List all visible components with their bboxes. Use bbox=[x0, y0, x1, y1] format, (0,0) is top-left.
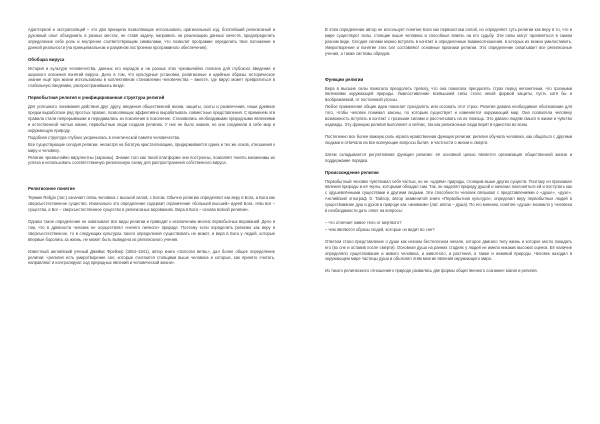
paragraph: Для успешного понимания действия друг другу, введения общественной жизни, защиты, охоты и развлечения, наши древние предки выработали ряд простых правил, позволяющих эффективно вырабатывать совместные представления. С временем эти правила стали непрерывными и передавались из поколения в поколение. Становились необходимыми природными явлениями и естественной частью жизни, первобытные люди создали религию. У них не было знания, но они соединили в себе мир и окружающую природу. bbox=[28, 104, 275, 133]
paragraph: История и культура человечества, данных его народов и на разных этах чрезвычайно полезна для глубокого введения и широкого освоения понятий вируса. Дело в том, что культурные установки, религиозные и идейные образы, историческое знание ещё при жизни использованы в коллективном становлении человечества – вместе, где вирус может превратиться в глобальную пандемию, распространившись везде. bbox=[28, 65, 275, 89]
section-heading: Происхождение религии bbox=[325, 169, 379, 175]
paragraph: Из такого религиозного отношения к природе развились две формы общественного сознания: магия и религия. bbox=[325, 268, 538, 274]
paragraph: Первобытный человек чувствовал себя частью, но не «царём» природы, стоящим выше других существ. Поэтому он признавал явления природы и её черты, которыми обладал сам. Так, он наделял природу душой и начинал поклоняться ей и поступать как с одушевлёнными существами и другими людьми. Эти способности человек связывал с представлениями о «душе», «духе». Английский этнограф Э. Тайлор, автор знаменитой книги «Первобытная культура», определил веру первобытных людей в существование душ и духов в природе как «анимизм» (лат. anima – душа). По его мнению, понятие «душа» возникло у человека в необходимости дать ответ на вопросы: bbox=[325, 178, 572, 214]
paragraph: Ответом стало представление о душе как некоем бестелесном начале, которое двигало телу жизнь и которое могло покидать его (во сне и оставив после смерти). Основная душа на ранних стадиях у людей не имела никаких высоких оценок. Её наличие определяло существование и живого человека, и животного, и растения, а также и неживой природы. Человек находил в окружающем мире частицы души и объяснял этим многие явления окружающего мира. bbox=[325, 238, 572, 262]
spacer bbox=[28, 172, 275, 180]
paragraph: Религии чрезвычайно вирулентны (заразны). Знание того как такой платформе они построены, позволяет понять механизмы их успеха и использовать соответственную религиозную схему для распространения собственного вируса. bbox=[28, 154, 275, 166]
paragraph: Затем складывается регулятивная функция религии: её основной целью является организация общественной жизни и поддержание порядка. bbox=[325, 151, 572, 163]
section-heading: Первобытная религия и унифицированная структура религий bbox=[28, 95, 165, 101]
paragraph: Известный английский ученый Джеймс Фрейзер (1854–1941), автор книги «Золотая ветвь», дал более общее определение религии: «религия есть умиротворение сил, которые считаются стоящими выше человека и которые, как принято считать, направляют и контролируют ход природных явлений и человеческой жизни». bbox=[28, 248, 275, 266]
right-column bbox=[325, 27, 572, 424]
paragraph: – что отличает живое тело от мертвого? bbox=[325, 219, 402, 225]
paragraph: Адаптерной и экстраполяций – это два принципа позволяющие использовать оригинальный ход, богатейший религиозный и духовный опыт объединить в разных местах, не ставя задачу, направить на реализацию данных качеств, предопределить определение себе роль и внутренне соответствующим символами, что позволит программе определить твое положение в данной реальности (на принципиальном и разумном построении программного обеспечения). bbox=[28, 27, 275, 50]
paragraph: Вера в высшие силы помогала преодолеть тревогу, что она помогала преодолеть страх перед непонятным, что грозными явлениями окружающей природы. Умилостивление всевышней силы стало некой формой защиты, пусть хотя бы и воображаемой, от постоянной угрозы. bbox=[325, 85, 572, 103]
paragraph: В этом определении автор не использует понятие Бога как первоистоки силой, но определяет суть религии как веру в то, что в мире существуют силы, стоящие выше человека и способные влиять на его судьбу. Эти силы могут проявляться в самом разном виде. Сегодня силами можно вступать в контакт и определенные взаимоотношения, в которых их можно умилостивить. Умиротворение и понятие этих сил составляют основные признаки религии. Это определение охватывает все религиозные учения, а также системы обрядов. bbox=[325, 27, 572, 56]
paragraph: Подобная структура глубоко укоренилась в генетической памяти человечества. bbox=[28, 134, 181, 140]
paragraph: Постепенно все более важную роль играла нравственная функция религии: религия обучала человека, как общаться с другими людьми и отвечала на все волнующие вопросы бытия, в частности о жизни и смерти. bbox=[325, 133, 572, 145]
section-heading: Религиозное понятие bbox=[28, 186, 75, 192]
paragraph: – чем являются образы людей, которые он видит во сне? bbox=[325, 226, 435, 232]
section-heading: Обобщка вируса bbox=[28, 56, 65, 62]
paragraph: Любое применение общие идеи помогает преодолеть или осознать этот страх. Религия давала необходимое обоснование для того, чтобы человек понимал законы, по которым существует и изменяется окружающий мир. Она позволяла человеку возможность вступать в контакт с грозными силами и рассчитывать на их помощь. Это давало людям смысл в жизни и чувство надежды. Эту функцию религия выполняет и сейчас, так как религиозные люди верят в единство во всем. bbox=[325, 104, 572, 127]
paragraph: Однако такое определение не охватывает все виды религии и приводит к исключению многих первобытных верований. Дело в том, что в древности человек не осуществлял «ничего личного» природе. Поэтому если определить религию как веру в сверхъестественное, то в следующих культурах такого определения существовать не может, и вера в Бога у людей, которые впервые боролись за жизнь, не может быть выведена из религиозного учения. bbox=[28, 219, 275, 242]
section-heading: Функции религии bbox=[325, 76, 364, 82]
spacer bbox=[325, 63, 572, 71]
paragraph: Все существующие сегодня религии, несмотря на богатую кристаллизацию, придерживаются одних и тех же основ, отношения к миру и человеку. bbox=[28, 141, 275, 153]
left-column bbox=[28, 27, 275, 424]
paragraph: Термин Religio (лат.) означает связь человека с высшей силой, с Богом. Обычно религию определяют как веру в Бога, а Бога как сверхъестественное существо. Изначально это определение содержит ограничение «большей высшей» идеей Бога. «Мы все – существа, а Бог – сверхъестественное существо в религиозных верованиях. Вера в Бога – основа всякой религии». bbox=[28, 195, 275, 213]
